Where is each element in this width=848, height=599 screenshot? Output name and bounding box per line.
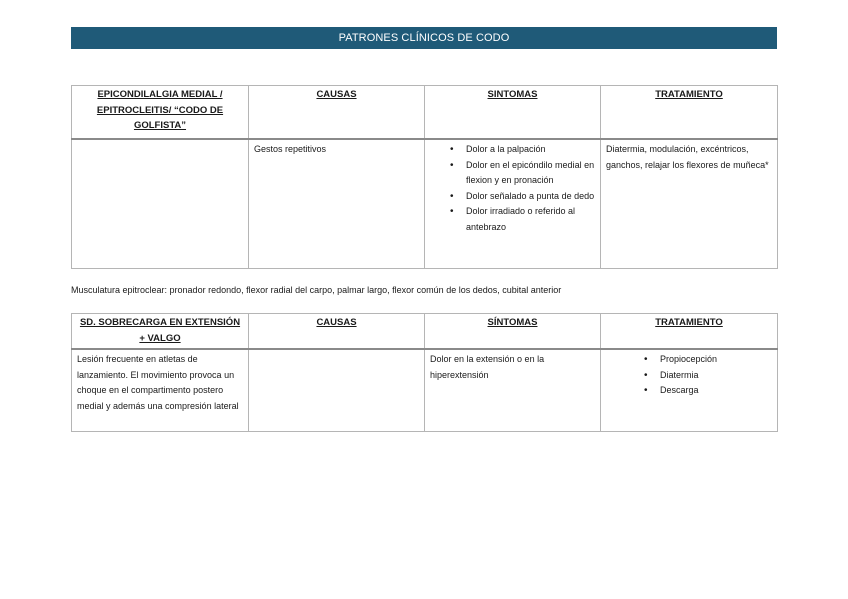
header-sintomas: SINTOMAS xyxy=(425,86,601,140)
musculatura-note: Musculatura epitroclear: pronador redondo, flexor radial del carpo, palmar largo, flexor común de los dedos, cubital anterior xyxy=(71,285,562,295)
header-sintomas: SÍNTOMAS xyxy=(425,314,601,350)
cell-condition: Lesión frecuente en atletas de lanzamiento. El movimiento provoca un choque en el compartimento postero medial y además una compresión lateral xyxy=(72,349,249,432)
list-item: • Propiocepción xyxy=(606,352,772,368)
page-title-banner: PATRONES CLÍNICOS DE CODO xyxy=(71,27,777,49)
list-item: • Dolor a la palpación xyxy=(430,142,595,158)
header-condition: EPICONDILALGIA MEDIAL / EPITROCLEITIS/ “CODO DE GOLFISTA” xyxy=(72,86,249,140)
cell-sintomas: Dolor en la extensión o en la hiperextensión xyxy=(425,349,601,432)
table-header-row xyxy=(72,86,778,140)
sintomas-list xyxy=(430,142,595,235)
cell-causas: Gestos repetitivos xyxy=(249,139,425,269)
epicondilalgia-table xyxy=(71,85,778,269)
header-tratamiento: TRATAMIENTO xyxy=(601,86,778,140)
list-item: • Dolor irradiado o referido al antebrazo xyxy=(430,204,595,235)
sobrecarga-table xyxy=(71,313,778,432)
cell-condition xyxy=(72,139,249,269)
list-item: • Descarga xyxy=(606,383,772,399)
table-row xyxy=(72,139,778,269)
header-causas: CAUSAS xyxy=(249,86,425,140)
header-tratamiento: TRATAMIENTO xyxy=(601,314,778,350)
table-header-row xyxy=(72,314,778,350)
tratamiento-list xyxy=(606,352,772,399)
cell-tratamiento: Diatermia, modulación, excéntricos, ganchos, relajar los flexores de muñeca* xyxy=(601,139,778,269)
cell-causas xyxy=(249,349,425,432)
list-item: • Dolor en el epicóndilo medial en flexion y en pronación xyxy=(430,158,595,189)
list-item: • Dolor señalado a punta de dedo xyxy=(430,189,595,205)
cell-sintomas xyxy=(425,139,601,269)
cell-tratamiento xyxy=(601,349,778,432)
header-causas: CAUSAS xyxy=(249,314,425,350)
table-row xyxy=(72,349,778,432)
header-condition: SD. SOBRECARGA EN EXTENSIÓN + VALGO xyxy=(72,314,249,350)
list-item: • Diatermia xyxy=(606,368,772,384)
